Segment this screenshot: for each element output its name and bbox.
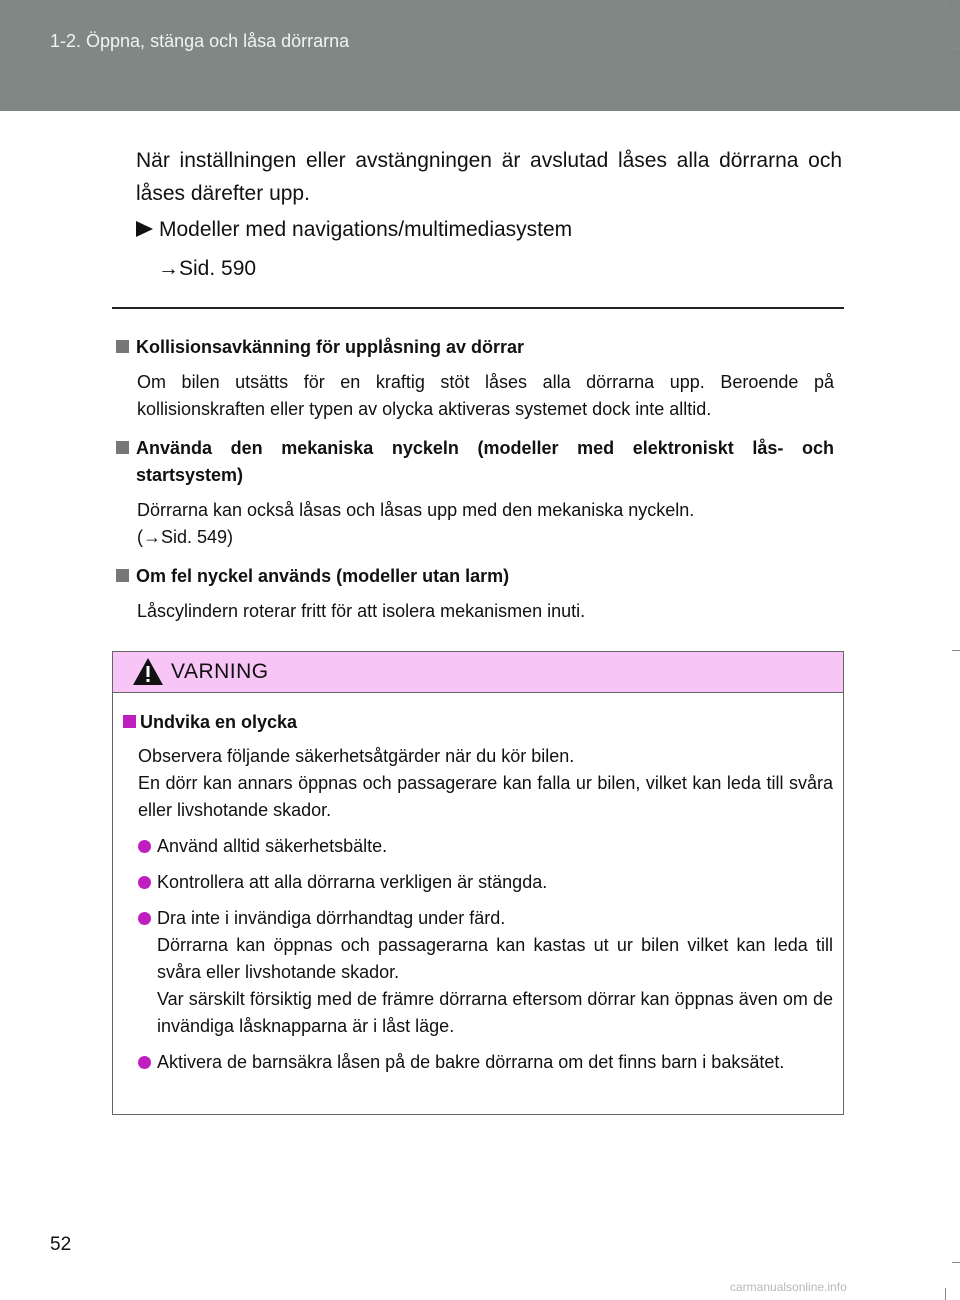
- bullet-text: Var särskilt försiktig med de främre dörrarna eftersom dörrar kan öppnas även om de invändiga låsknapparna är i låst läge.: [157, 989, 833, 1036]
- page-header: [0, 0, 960, 111]
- round-bullet-icon: [138, 1056, 151, 1069]
- warning-header: [113, 652, 843, 693]
- note-heading-text: Om fel nyckel används (modeller utan larm): [136, 566, 510, 586]
- warning-body: [113, 693, 843, 1076]
- bullet-text: Dörrarna kan öppnas och passagerarna kan kastas ut ur bilen vilket kan leda till svåra eller livshotande skador.: [157, 935, 833, 982]
- intro-paragraph: När inställningen eller avstängningen är avslutad låses alla dörrarna och låses därefter upp.: [136, 149, 842, 205]
- round-bullet-icon: [138, 840, 151, 853]
- square-bullet-icon: [116, 569, 129, 582]
- page-reference: →Sid. 590: [158, 257, 257, 280]
- warning-bullet: [123, 1049, 833, 1076]
- warning-paragraph: [123, 743, 833, 824]
- square-bullet-icon: [123, 715, 136, 728]
- warning-heading: [123, 709, 833, 736]
- bullet-text: Dra inte i invändiga dörrhandtag under färd.: [157, 908, 506, 928]
- warning-bullet: [123, 833, 833, 860]
- warning-bullet: [123, 869, 833, 896]
- square-bullet-icon: [116, 340, 129, 353]
- model-line-text: Modeller med navigations/multimediasystem: [159, 218, 573, 241]
- note-heading-text: Kollisionsavkänning för upplåsning av dörrar: [136, 337, 525, 357]
- warning-line: Observera följande säkerhetsåtgärder när du kör bilen.: [138, 746, 575, 766]
- round-bullet-icon: [138, 876, 151, 889]
- note-heading-text: Använda den mekaniska nyckeln (modeller med elektroniskt lås- och startsystem): [136, 438, 834, 485]
- warning-triangle-icon: [131, 656, 165, 687]
- note-item: [116, 435, 834, 551]
- watermark: carmanualsonline.info: [730, 1280, 847, 1294]
- bullet-text: Använd alltid säkerhetsbälte.: [157, 836, 388, 856]
- crop-mark: [945, 0, 946, 12]
- warning-heading-text: Undvika en olycka: [140, 712, 298, 732]
- note-heading: [116, 334, 834, 361]
- play-triangle-icon: [136, 221, 153, 237]
- note-heading: [116, 563, 834, 590]
- note-heading: [116, 435, 834, 489]
- crop-mark: [952, 1262, 960, 1263]
- model-line: [136, 218, 572, 242]
- warning-box: [112, 651, 844, 1115]
- section-divider: [112, 307, 844, 309]
- note-body: [116, 497, 834, 551]
- warning-line: En dörr kan annars öppnas och passagerare kan falla ur bilen, vilket kan leda till svåra eller livshotande skador.: [138, 773, 833, 820]
- note-body-text: Dörrarna kan också låsas och låsas upp med den mekaniska nyckeln.: [137, 500, 695, 520]
- crop-mark: [945, 1288, 946, 1300]
- warning-title: VARNING: [171, 660, 269, 683]
- note-item: [116, 563, 834, 625]
- crop-mark: [952, 48, 960, 49]
- crop-mark: [952, 650, 960, 651]
- round-bullet-icon: [138, 912, 151, 925]
- note-body: Om bilen utsätts för en kraftig stöt låses alla dörrarna upp. Beroende på kollisionskraften eller typen av olycka aktiveras systemet dock inte alltid.: [137, 372, 834, 419]
- note-item: [116, 334, 834, 423]
- chapter-title: 1-2. Öppna, stänga och låsa dörrarna: [50, 31, 350, 51]
- square-bullet-icon: [116, 441, 129, 454]
- bullet-text: Aktivera de barnsäkra låsen på de bakre dörrarna om det finns barn i baksätet.: [157, 1052, 785, 1072]
- warning-bullet: [123, 905, 833, 1040]
- notes-section: [116, 334, 834, 637]
- note-page-reference: (→Sid. 549): [137, 527, 234, 547]
- page-number: 52: [50, 1234, 72, 1255]
- bullet-text: Kontrollera att alla dörrarna verkligen är stängda.: [157, 872, 548, 892]
- note-body: Låscylindern roterar fritt för att isolera mekanismen inuti.: [137, 601, 586, 621]
